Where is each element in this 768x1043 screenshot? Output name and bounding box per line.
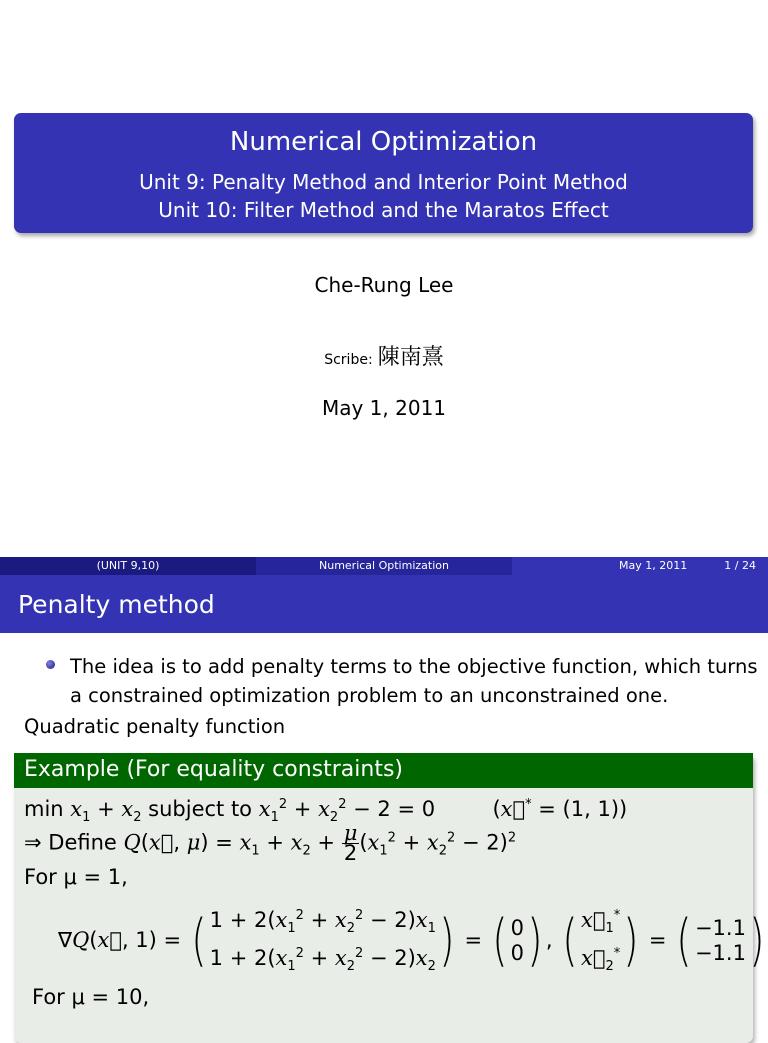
frame-title: Penalty method bbox=[18, 590, 215, 619]
fraction-mu-over-2: $\frac{\mu}{2}$ bbox=[343, 821, 358, 865]
subtitle-unit-9: Unit 9: Penalty Method and Interior Point Method bbox=[139, 170, 628, 194]
solution-values bbox=[695, 916, 746, 966]
section-text: Quadratic penalty function bbox=[24, 715, 286, 738]
example-block bbox=[14, 753, 765, 1043]
footer-page-number: 1 / 24 bbox=[724, 559, 756, 572]
bullet-icon bbox=[46, 660, 55, 669]
mu-one-text: For μ = 1, bbox=[24, 865, 128, 889]
subtitle-unit-10: Unit 10: Filter Method and the Maratos Effect bbox=[158, 198, 609, 222]
solution-value-2: −1.1 bbox=[694, 941, 746, 966]
presentation-title: Numerical Optimization bbox=[229, 127, 538, 157]
zero-vector bbox=[511, 916, 524, 966]
footer-center-title: Numerical Optimization bbox=[256, 557, 512, 575]
example-header bbox=[14, 753, 753, 788]
frame-title-bar bbox=[0, 575, 768, 633]
solution-variables: $x⃗_1^*$ $x⃗_2^*$ bbox=[581, 908, 621, 975]
gradient-value-2: 0 bbox=[510, 941, 524, 966]
penalty-definition: ⇒ Define Q(x⃗, $\mu) = x_1 + x_2$ + $\frac{\mu}{2}$ $(x_1^2 + x_2^2 - 2)^2$ bbox=[24, 821, 517, 865]
author: Che-Rung Lee bbox=[314, 273, 454, 297]
gradient-matrix: $1 + 2(x_1^2 + x_2^2 - 2)x_1$ $1 + 2(x_1^2 + x_2^2 - 2)x_2$ bbox=[209, 908, 436, 975]
footer-date: May 1, 2011 bbox=[619, 559, 688, 572]
example-title: Example (For equality constraints) bbox=[24, 757, 404, 782]
gradient-equation: ∇Q(x⃗, 1) = ( $1 + 2(x_1^2 + x_2^2 - 2)x_1$ $1 + 2(x_1^2 + x_2^2 - 2)x_2$) = ( 0 0) , ( $x⃗_1^*$ $x⃗_2^*$) = ( −1.1 −1.1) bbox=[58, 903, 768, 979]
scribe-line bbox=[0, 340, 768, 371]
mu-ten-text: For μ = 10, bbox=[32, 985, 150, 1009]
gradient-value-1: 0 bbox=[510, 916, 524, 941]
bullet-text: The idea is to add penalty terms to the objective function, which turns a constrained optimization problem to an unconstrained one. bbox=[70, 655, 758, 707]
footer-bar bbox=[0, 557, 768, 575]
scribe-name: 陳南熹 bbox=[377, 345, 444, 370]
solution-value-1: −1.1 bbox=[694, 916, 746, 941]
presentation-date: May 1, 2011 bbox=[321, 396, 447, 420]
title-block bbox=[14, 113, 753, 233]
scribe-label: Scribe: bbox=[324, 352, 373, 368]
footer-right bbox=[512, 557, 768, 575]
footer-short-title: (UNIT 9,10) bbox=[0, 557, 256, 575]
problem-statement: $\min x_1 + x_2$ subject to $x_1^2 + x_2^2 - 2 = 0$ (x⃗* = (1, 1)) bbox=[24, 797, 628, 826]
